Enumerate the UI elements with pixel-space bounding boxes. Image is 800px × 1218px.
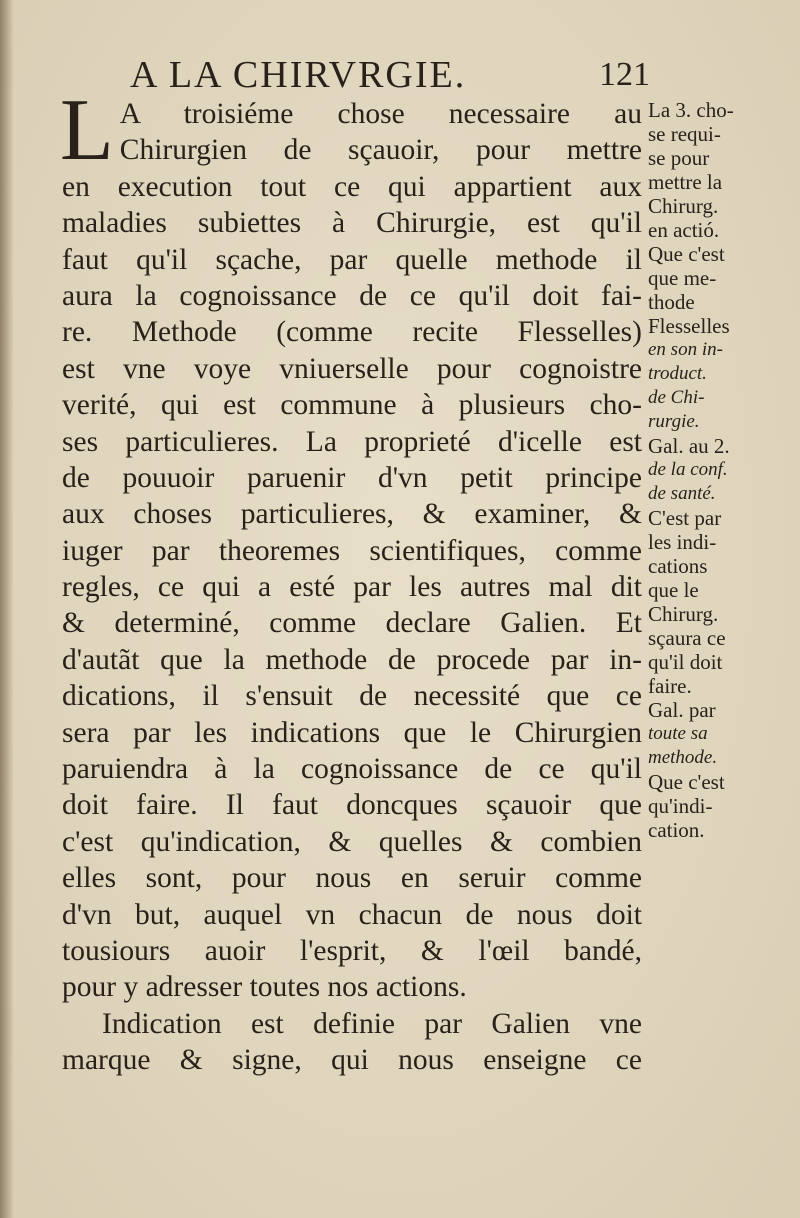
margin-note: les indi- bbox=[648, 530, 717, 554]
margin-note: La 3. cho- bbox=[648, 98, 734, 122]
margin-note: en actió. bbox=[648, 218, 720, 242]
main-text-block bbox=[60, 82, 642, 1079]
margin-note: de la conf. bbox=[648, 459, 728, 480]
margin-note: faire. bbox=[648, 674, 692, 698]
text-line: aura la cognoissance de ce qu'il doit fai- bbox=[62, 279, 642, 312]
margin-note: se requi- bbox=[648, 122, 721, 146]
text-line: ses particulieres. La proprieté d'icelle est bbox=[62, 425, 642, 458]
text-line: pour y adresser toutes nos actions. bbox=[62, 971, 467, 1004]
text-line: d'autãt que la methode de procede par in- bbox=[62, 643, 642, 676]
margin-note: qu'indi- bbox=[648, 794, 713, 818]
margin-note: thode bbox=[648, 290, 695, 314]
text-line: maladies subiettes à Chirurgie, est qu'il bbox=[62, 207, 642, 240]
text-line: paruiendra à la cognoissance de ce qu'il bbox=[62, 753, 642, 786]
margin-note: sçaura ce bbox=[648, 626, 726, 650]
text-line: iuger par theoremes scientifiques, comme bbox=[62, 534, 642, 567]
margin-note: de Chi- bbox=[648, 387, 705, 408]
text-line: elles sont, pour nous en seruir comme bbox=[62, 862, 642, 895]
margin-note: Que c'est bbox=[648, 242, 725, 266]
text-line: verité, qui est commune à plusieurs cho- bbox=[62, 389, 642, 422]
text-line: aux choses particulieres, & examiner, & bbox=[62, 498, 642, 531]
text-line: d'vn but, auquel vn chacun de nous doit bbox=[62, 898, 642, 931]
margin-note: que le bbox=[648, 578, 699, 602]
margin-note: troduct. bbox=[648, 363, 707, 384]
margin-note: qu'il doit bbox=[648, 650, 723, 674]
text-line: A troisiéme chose necessaire au bbox=[119, 98, 642, 130]
text-line: regles, ce qui a esté par les autres mal dit bbox=[62, 571, 642, 604]
text-line: faut qu'il sçache, par quelle methode il bbox=[62, 243, 642, 276]
margin-note: cations bbox=[648, 554, 708, 578]
margin-note: rurgie. bbox=[648, 411, 700, 432]
text-line: Chirurgien de sçauoir, pour mettre bbox=[119, 134, 642, 167]
margin-note: Que c'est bbox=[648, 770, 725, 794]
paragraph-2 bbox=[62, 1006, 642, 1079]
text-line: c'est qu'indication, & quelles & combien bbox=[62, 825, 642, 858]
text-line: marque & signe, qui nous enseigne ce bbox=[62, 1044, 642, 1077]
margin-note: Chirurg. bbox=[648, 194, 719, 218]
paragraph-1 bbox=[60, 82, 642, 1006]
text-line: doit faire. Il faut doncques sçauoir que bbox=[62, 789, 642, 822]
running-title: A LA CHIRVRGIE. bbox=[130, 54, 467, 96]
margin-note: mettre la bbox=[648, 170, 723, 194]
margin-note: Gal. au 2. bbox=[648, 434, 730, 458]
page-edge-shadow bbox=[0, 0, 14, 1218]
text-line: sera par les indications que le Chirurgien bbox=[62, 716, 642, 749]
text-line: de pouuoir paruenir d'vn petit principe bbox=[62, 461, 642, 494]
text-line: re. Methode (comme recite Flesselles) bbox=[62, 316, 642, 349]
text-line: & determiné, comme declare Galien. Et bbox=[62, 607, 642, 640]
text-line: Indication est definie par Galien vne bbox=[102, 1007, 642, 1040]
margin-note: en son in- bbox=[648, 339, 723, 360]
running-head bbox=[130, 50, 650, 100]
text-line: en execution tout ce qui appartient aux bbox=[62, 170, 642, 203]
margin-note: cation. bbox=[648, 818, 705, 842]
text-line: dications, il s'ensuit de necessité que ce bbox=[62, 680, 642, 713]
margin-note: Chirurg. bbox=[648, 602, 719, 626]
text-line: tousiours auoir l'esprit, & l'œil bandé, bbox=[62, 934, 642, 967]
page-number: 121 bbox=[599, 56, 650, 93]
margin-note: methode. bbox=[648, 747, 718, 768]
margin-note: Flesselles bbox=[648, 314, 730, 338]
margin-note: que me- bbox=[648, 266, 717, 290]
margin-notes bbox=[648, 98, 768, 842]
margin-note: de santé. bbox=[648, 483, 716, 504]
margin-note: toute sa bbox=[648, 723, 708, 744]
text-line: est vne voye vniuerselle pour cognoistre bbox=[62, 352, 642, 385]
drop-cap: L bbox=[60, 82, 114, 179]
margin-note: C'est par bbox=[648, 506, 722, 530]
margin-note: se pour bbox=[648, 146, 710, 170]
margin-note: Gal. par bbox=[648, 698, 716, 722]
